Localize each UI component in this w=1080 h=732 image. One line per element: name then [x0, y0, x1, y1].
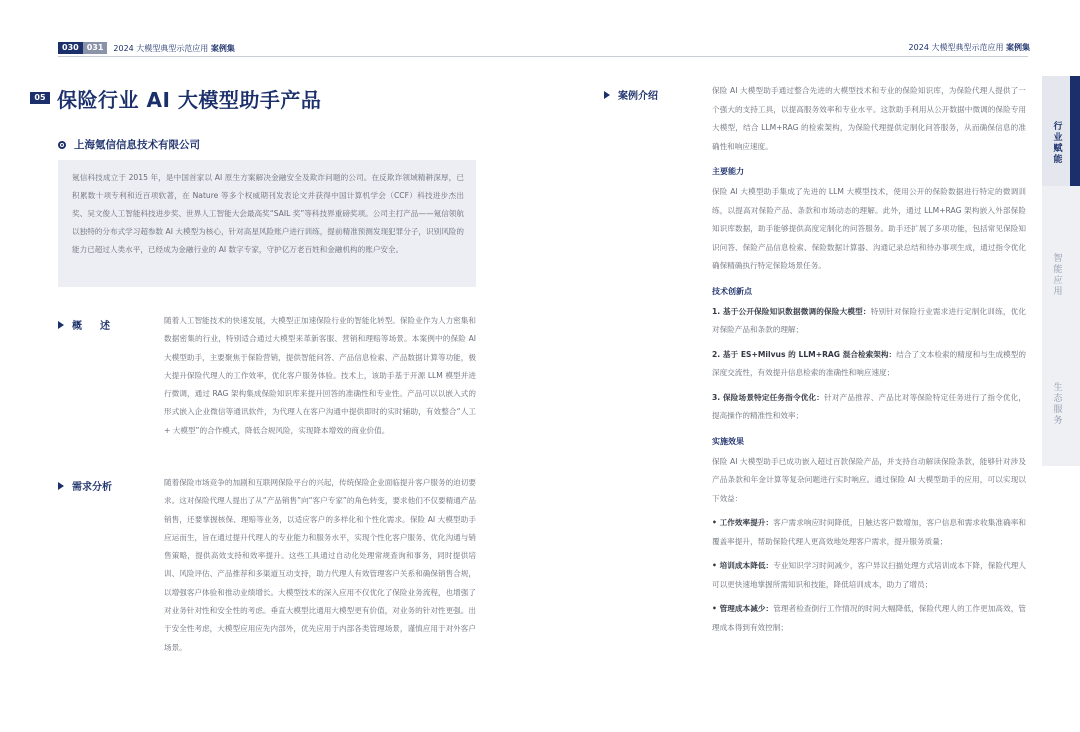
chapter-badge: 05	[30, 92, 50, 104]
effect-text: 保险 AI 大模型助手已成功嵌入超过百款保险产品，并支持自动解读保险条款，能够针对涉及产品条款和年金计算等复杂问题进行实时响应。通过保险 AI 大模型助手的应用，可以实现以下效益：	[712, 456, 1026, 503]
innovation-item: 2. 基于 ES+Milvus 的 LLM+RAG 混合检索架构：结合了文本检索的精度和与生成模型的深度交流性，有效提升信息检索的准确性和响应速度；	[712, 349, 1026, 377]
header-divider	[58, 56, 1028, 57]
page-number-right: 031	[83, 42, 108, 54]
side-tab-industry[interactable]: 行业赋能	[1053, 122, 1063, 165]
innovation-item: 1. 基于公开保险知识数据微调的保险大模型：特别针对保险行业需求进行定制化训练，优化对保险产品和条款的理解；	[712, 306, 1027, 334]
overview-text: 随着人工智能技术的快速发展，大模型正加速保险行业的智能化转型。保险业作为人力密集和数据密集的行业，特别适合通过大模型来革新客服、营销和理赔等场景。本案例中的保险 AI 大模型助手，主要聚焦于保险营销，提供智能问答、产品信息检索、产品数据计算等功能，极大提升保险代理人的工作效率，优化客户服务体验。技术上，该助手基于开源 LLM 模型并进行微调，通过 RAG 架构集成保险知识库来提升回答的准确性和专业性。产品可以以嵌入式的形式嵌入企业微信等通讯软件，为代理人在客户沟通中提供即时的实时辅助，有效整合“人工 + 大模型”的合作模式，降低合规风险，实现降本增效的商业价值。	[164, 316, 476, 435]
header-title: 2024 大模型典型示范应用 案例集	[113, 43, 235, 53]
page-header-right	[909, 42, 1030, 53]
innovation-item: 3. 保险场景特定任务指令优化：针对产品推荐、产品比对等保险特定任务进行了指令优化，提高操作的精准性和效率；	[712, 392, 1027, 420]
demand-text: 随着保险市场竞争的加剧和互联网保险平台的兴起，传统保险企业面临提升客户服务的迫切要求。这对保险代理人提出了从“产品销售”向“客户专家”的角色转变，要求他们不仅要精通产品销售，还要掌握核保、理赔等业务，以适应客户的多样化和个性化需求。保险 AI 大模型助手应运而生，旨在通过提升代理人的专业能力和服务水平，实现个性化客户服务、优化沟通与销售策略，提供高效支持和效率提升。这些工具通过自动化处理常规查询和事务，同时提供培训、风险评估、产品推荐和多渠道互动支持，助力代理人有效管理客户关系和确保销售合规，以增强客户体验和推动业绩增长。大模型技术的深入应用不仅优化了保险业务流程，也增强了对业务针对性和安全性的考虑。垂直大模型比通用大模型更有价值，对业务的针对性更强。出于安全性考虑，大模型应用应先内部外，优先应用于内部各类管理场景，谨慎应用于对外客户场景。	[164, 478, 476, 652]
company-intro-box	[58, 160, 476, 287]
case-label: 案例介绍	[604, 87, 658, 102]
page-number-left: 030	[58, 42, 83, 54]
company-name: 上海氪信信息技术有限公司	[74, 139, 200, 151]
side-tab-ecosystem[interactable]: 生态服务	[1053, 383, 1063, 426]
ability-heading: 主要能力	[712, 167, 744, 176]
header-title-right: 2024 大模型典型示范应用 案例集	[908, 43, 1030, 52]
right-column	[712, 82, 1026, 637]
effect-item: • 培训成本降低：专业知识学习时间减少，客户异议扫描处理方式培训成本下降，保险代理人可以更快速地掌握所需知识和技能，降低培训成本，助力了增员；	[712, 561, 1026, 589]
company-heading	[58, 137, 200, 152]
side-tab-accent	[1070, 76, 1080, 186]
overview-section	[164, 312, 476, 440]
target-bullet-icon	[58, 141, 66, 149]
triangle-bullet-icon	[58, 321, 64, 329]
page-title: 保险行业 AI 大模型助手产品	[57, 88, 322, 112]
demand-label: 需求分析	[58, 478, 112, 493]
innovation-heading: 技术创新点	[712, 286, 752, 296]
ability-text: 保险 AI 大模型助手集成了先进的 LLM 大模型技术，使用公开的保险数据进行特定的微调训练，以提高对保险产品、条款和市场动态的理解。此外，通过 LLM+RAG 架构嵌入外部保险知识库数据，助手能够提供高度定制化的问答服务。助手还扩展了多项功能，包括常见保险知识问答、保险产品信息检索、保险数据计算器、沟通记录总结和待办事项生成，通过指令优化确保精确执行特定保险场景任务。	[712, 187, 1026, 270]
overview-label: 概述	[58, 317, 128, 332]
effect-heading: 实施效果	[712, 436, 744, 446]
side-tab-smart-apps[interactable]: 智能应用	[1053, 254, 1063, 297]
triangle-bullet-icon	[58, 482, 64, 490]
effect-item: • 工作效率提升：客户需求响应时间降低，日触达客户数增加，客户信息和需求收集准确率和覆盖率提升，帮助保险代理人更高效地处理客户需求，提升服务质量；	[712, 518, 1026, 546]
company-intro-text: 氪信科技成立于 2015 年，是中国首家以 AI 原生方案解决金融安全及欺诈问题的公司。在反欺诈领域精耕深厚，已积累数十项专利和近百项软著，在 Nature 等多个权威期刊发表论文并获得中国计算机学会（CCF）科技进步杰出奖、吴文俊人工智能科技进步奖、世界人工智能大会最高奖“SAIL 奖”等科技界重磅奖项。公司主打产品——氪信领航以独特的分布式学习超参数 AI 大模型为核心，针对高星风险账户进行训练，提前精准预测发现犯罪分子，识别风险的能力已超过人类水平，已经成为金融行业的 AI 数字专家，守护亿万老百姓和金融机构的账户安全。	[72, 173, 464, 254]
effect-item: • 管理成本减少：管理者检查倒行工作情况的时间大幅降低，保险代理人的工作更加高效，管理成本得到有效控制；	[712, 604, 1026, 632]
demand-section	[164, 474, 476, 657]
page-header-left	[58, 42, 235, 54]
triangle-bullet-icon	[604, 91, 610, 99]
case-text: 保险 AI 大模型助手通过整合先进的大模型技术和专业的保险知识库，为保险代理人提供了一个强大的支持工具，以提高服务效率和专业水平。这款助手利用从公开数据中微调的保险专用大模型，结合 LLM+RAG 的检索架构，为保险代理提供定制化问答服务，从而确保信息的准确性和响应速度。	[712, 86, 1026, 151]
